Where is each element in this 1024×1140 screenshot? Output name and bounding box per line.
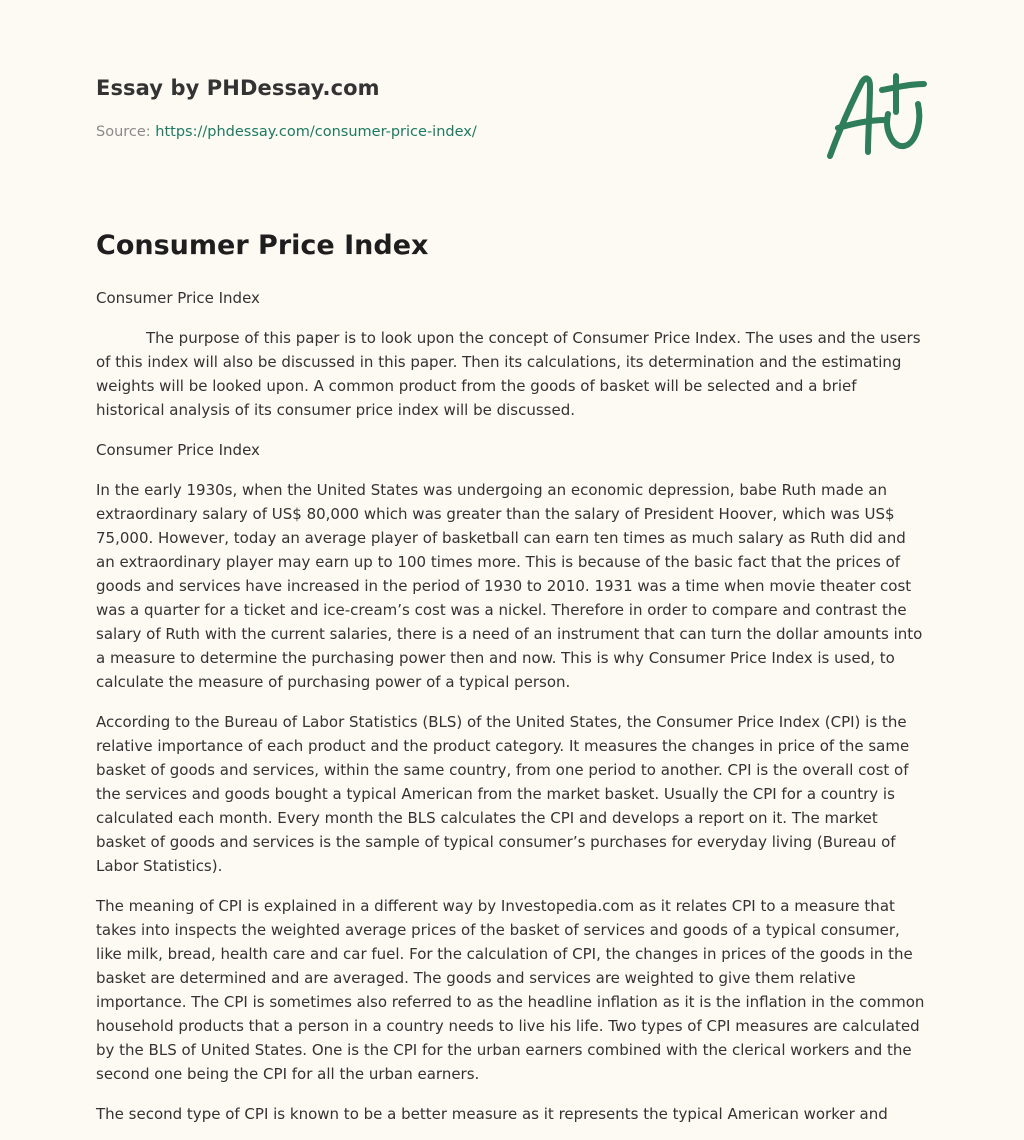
source-link[interactable]: https://phdessay.com/consumer-price-index/ [155, 124, 477, 140]
paragraph: In the early 1930s, when the United States was undergoing an economic depression, babe Ruth made an extraordinary salary of US$ 80,000 which was greater than the salary of President Hoover, which was US$ 75,000. However, today an average player of basketball can earn ten times as much salary as Ruth did and an extraordinary player may earn up to 100 times more. This is because of the basic fact that the prices of goods and services have increased in the period of 1930 to 2010. 1931 was a time when movie theater cost was a quarter for a ticket and ice-cream’s cost was a nickel. Therefore in order to compare and contrast the salary of Ruth with the current salaries, there is a need of an instrument that can turn the dollar amounts into a measure to determine the purchasing power then and now. This is why Consumer Price Index is used, to calculate the measure of purchasing power of a typical person. [96, 481, 923, 691]
article [96, 228, 928, 1126]
subheading: Consumer Price Index [96, 441, 260, 459]
subheading: Consumer Price Index [96, 289, 260, 307]
page-header [96, 72, 928, 182]
page-title: Consumer Price Index [96, 230, 429, 261]
a-plus-logo-icon [824, 68, 928, 164]
paragraph: The purpose of this paper is to look upon the concept of Consumer Price Index. The uses and the users of this index will also be discussed in this paper. Then its calculations, its determination and the estimating weights will be looked upon. A common product from the goods of basket will be selected and a brief historical analysis of its consumer price index will be discussed. [96, 329, 921, 419]
source-label: Source: [96, 124, 151, 140]
paragraph: According to the Bureau of Labor Statistics (BLS) of the United States, the Consumer Price Index (CPI) is the relative importance of each product and the product category. It measures the changes in price of the same basket of goods and services, within the same country, from one period to another. CPI is the overall cost of the services and goods bought a typical American from the market basket. Usually the CPI for a country is calculated each month. Every month the BLS calculates the CPI and develops a report on it. The market basket of goods and services is the sample of typical consumer’s purchases for everyday living (Bureau of Labor Statistics). [96, 713, 910, 875]
brand-title: Essay by PHDessay.com [96, 76, 380, 100]
paragraph: The meaning of CPI is explained in a different way by Investopedia.com as it relates CPI to a measure that takes into inspects the weighted average prices of the basket of services and goods of a typical consumer, like milk, bread, health care and car fuel. For the calculation of CPI, the changes in prices of the goods in the basket are determined and are averaged. The goods and services are weighted to give them relative importance. The CPI is sometimes also referred to as the headline inflation as it is the inflation in the common household products that a person in a country needs to live his life. Two types of CPI measures are calculated by the BLS of United States. One is the CPI for the urban earners combined with the clerical workers and the second one being the CPI for all the urban earners. [96, 897, 925, 1083]
source-line [96, 124, 928, 140]
paragraph: The second type of CPI is known to be a better measure as it represents the typical American worker and [96, 1105, 888, 1123]
